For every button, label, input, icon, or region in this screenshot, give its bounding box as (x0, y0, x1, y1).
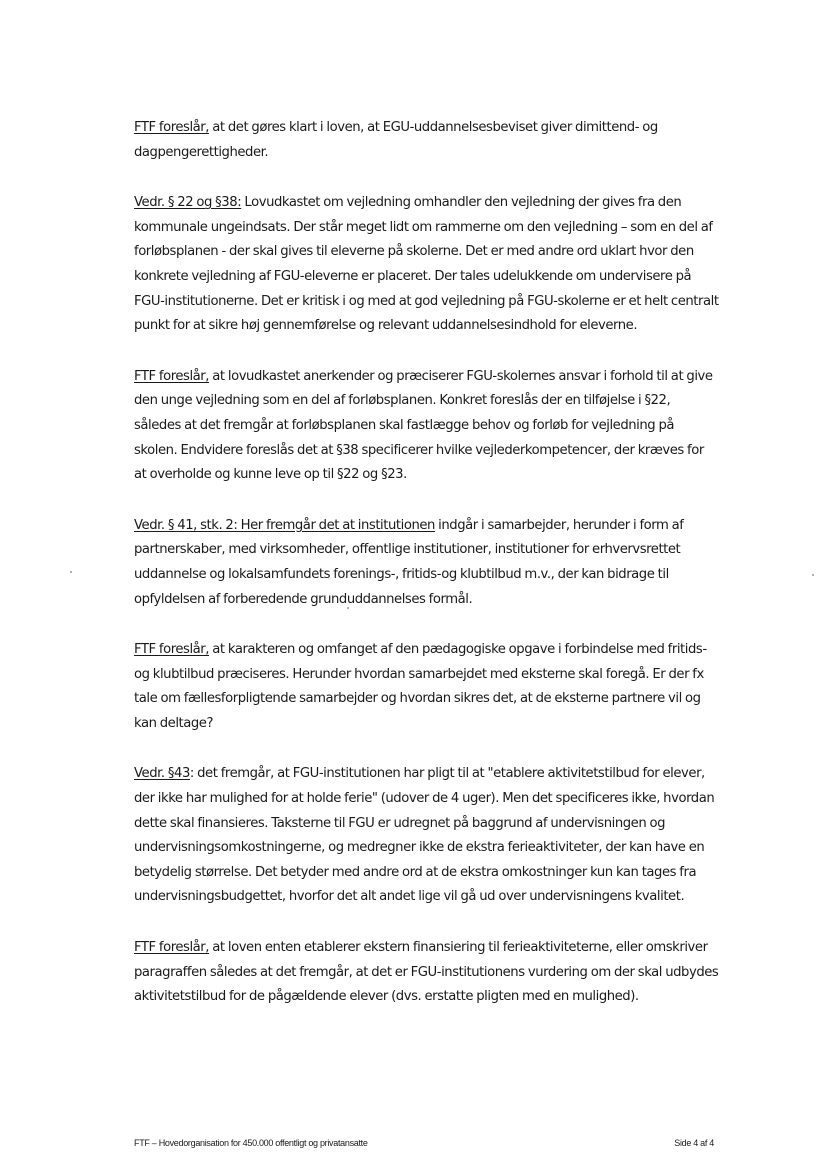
paragraph-3 (134, 365, 719, 488)
paragraph-text: at loven enten etablerer ekstern finansiering til ferieaktiviteterne, eller omskriver paragraffen således at det fremgår, at det er FGU-institutionens vurdering om der skal udbydes aktivitetstilbud for de pågældende elever (dvs. erstatte pligten med en mulighed). (134, 940, 719, 1005)
footer-page-number: Side 4 af 4 (674, 1138, 714, 1148)
scan-speck (347, 607, 349, 609)
paragraph-7 (134, 936, 719, 1010)
scan-speck (812, 574, 814, 576)
paragraph-text: Lovudkastet om vejledning omhandler den vejledning der gives fra den kommunale ungeindsats. Der står meget lidt om rammerne om den vejledning – som en del af forløbsplanen - der skal gives til eleverne på skolerne. Det er med andre ord uklart hvor den konkrete vejledning af FGU-eleverne er placeret. Der tales udelukkende om undervisere på FGU-institutionerne. Det er kritisk i og med at god vejledning på FGU-skolerne er et helt centralt punkt for at sikre høj gennemførelse og relevant uddannelsesindhold for eleverne. (134, 195, 719, 334)
scan-speck (70, 571, 72, 573)
paragraph-text: : det fremgår, at FGU-institutionen har pligt til at "etablere aktivitetstilbud for elever, der ikke har mulighed for at holde ferie" (udover de 4 uger). Men det specificeres ikke, hvordan dette skal finansieres. Taksterne til FGU er udregnet på baggrund af undervisningen og undervisningsomkostningerne, og medregner ikke de ekstra ferieaktiviteter, der kan have en betydelig størrelse. Det betyder med andre ord at de ekstra omkostninger kun kan tages fra undervisningsbudgettet, hvorfor det alt andet lige vil gå ud over undervisningens kvalitet. (134, 766, 715, 905)
paragraph-lead: Vedr. § 22 og §38: (134, 195, 242, 211)
document-body (134, 116, 719, 1036)
paragraph-text: at lovudkastet anerkender og præciserer FGU-skolernes ansvar i forhold til at give den unge vejledning som en del af forløbsplanen. Konkret foreslås der en tilføjelse i §22, således at det fremgår at forløbsplanen skal fastlægge behov og forløb for vejledning på skolen. Endvidere foreslås det at §38 specificerer hvilke vejlederkompetencer, der kræves for at overholde og kunne leve op til §22 og §23. (134, 368, 713, 483)
footer-organisation: FTF – Hovedorganisation for 450.000 offentligt og privatansatte (134, 1138, 368, 1148)
paragraph-4 (134, 514, 719, 612)
paragraph-text: at det gøres klart i loven, at EGU-uddannelsesbeviset giver dimittend- og dagpengerettigheder. (134, 120, 658, 160)
paragraph-6 (134, 762, 719, 910)
paragraph-text: at karakteren og omfanget af den pædagogiske opgave i forbindelse med fritids- og klubtilbud præciseres. Herunder hvordan samarbejdet med eksterne skal foregå. Er der fx tale om fællesforpligtende samarbejder og hvordan sikres det, at de eksterne partnere vil og kan deltage? (134, 642, 707, 731)
paragraph-lead: FTF foreslår, (134, 368, 210, 384)
paragraph-2 (134, 191, 719, 339)
paragraph-1 (134, 116, 719, 165)
paragraph-lead: FTF foreslår, (134, 642, 210, 658)
paragraph-5 (134, 638, 719, 736)
paragraph-text: indgår i samarbejder, herunder i form af partnerskaber, med virksomheder, offentlige institutioner, institutioner for erhvervsrettet uddannelse og lokalsamfundets forenings-, fritids-og klubtilbud m.v., der kan bidrage til opfyldelsen af forberedende grunduddannelses formål. (134, 517, 684, 607)
paragraph-lead: Vedr. §43 (134, 766, 190, 782)
paragraph-lead: FTF foreslår, (134, 940, 210, 956)
paragraph-lead: FTF foreslår, (134, 120, 210, 135)
paragraph-lead: Vedr. § 41, stk. 2: Her fremgår det at institutionen (134, 517, 435, 533)
